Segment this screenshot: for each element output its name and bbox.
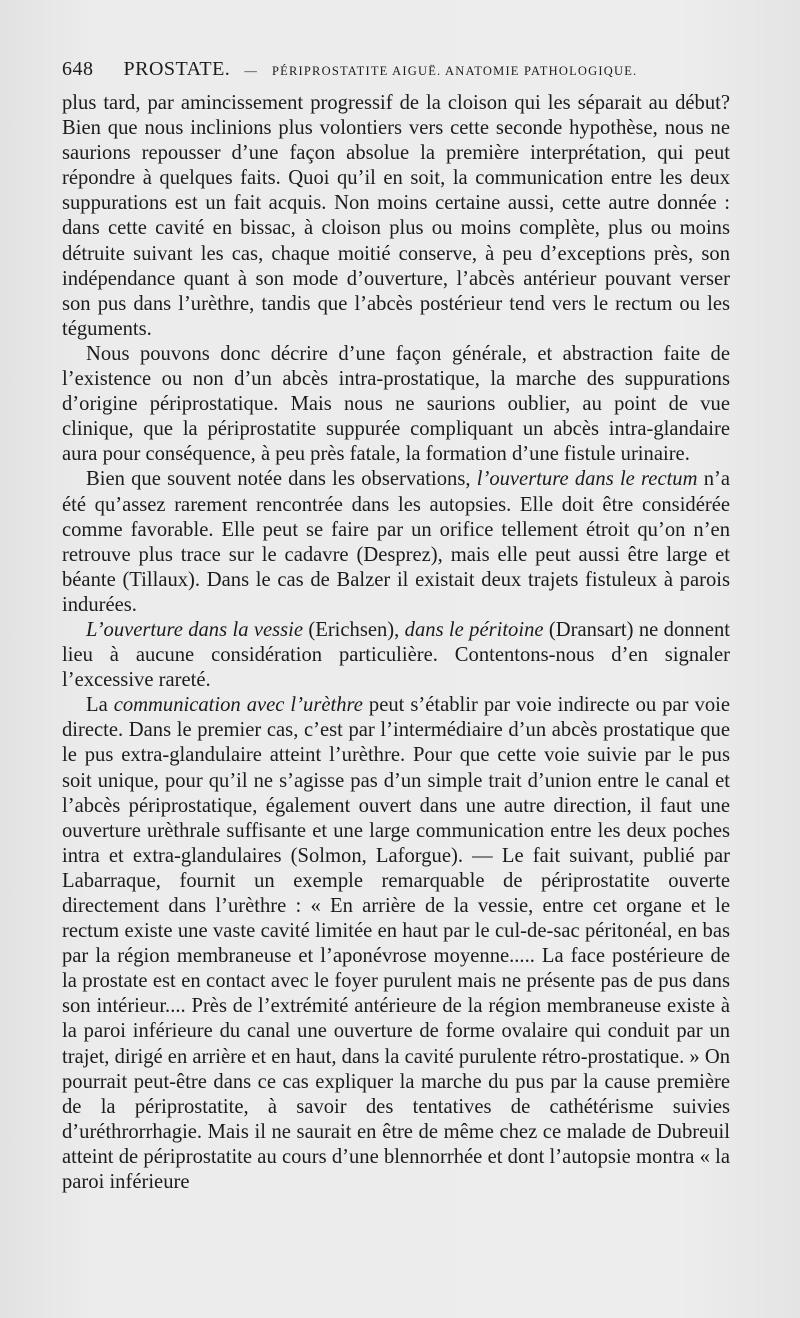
paragraph-3-text-b: n’a été qu’assez rarement rencontrée dans les autopsies. Elle doit être considérée comme favorable. Elle peut se faire par un orifice tellement étroit qu’on n’en retrouve plus trace sur le cadavre (Desprez), mais elle peut aussi être large et béante (Tillaux). Dans le cas de Balzer il existait deux trajets fistuleux à parois indurées. xyxy=(62,468,731,616)
running-header xyxy=(62,58,742,88)
page-number: 648 xyxy=(62,58,94,80)
paragraph-5-text-a: La xyxy=(86,694,114,717)
paragraph-5-italic: communication avec l’urèthre xyxy=(113,694,363,717)
paragraph-3-text-a: Bien que souvent notée dans les observations, xyxy=(86,468,477,491)
body-text xyxy=(62,91,730,1195)
paragraph-5 xyxy=(62,693,730,1195)
paragraph-2: Nous pouvons donc décrire d’une façon générale, et abstraction faite de l’existence ou non d’un abcès intra-prostatique, la marche des suppurations d’origine périprostatique. Mais nous ne saurions oublier, au point de vue clinique, que la périprostatite suppurée compliquant un abcès intra-glandaire aura pour conséquence, à peu près fatale, la formation d’une fistule urinaire. xyxy=(62,342,730,466)
paragraph-3 xyxy=(62,467,730,618)
running-title: PROSTATE. xyxy=(123,58,231,80)
paragraph-4-text-b: (Dransart) ne donnent lieu à aucune considération particulière. Contentons-nous d’en signaler l’excessive rareté. xyxy=(62,618,730,692)
paragraph-5-text-b: peut s’établir par voie indirecte ou par voie directe. Dans le premier cas, c’est par l’intermédiaire d’un abcès prostatique que le pus extra-glandulaire atteint l’urèthre. Pour que cette voie suivie par le pus soit unique, pour qu’il ne s’agisse pas d’un simple trait d’union entre le canal et l’abcès périprostatique, également ouvert dans une autre direction, il faut une ouverture urèthrale suffisante et une large communication entre les deux poches intra et extra-glandulaires (Solmon, Laforgue). — Le fait suivant, publié par Labarraque, fournit un exemple remarquable de périprostatite ouverte directement dans l’urèthre : « En arrière de la vessie, entre cet organe et le rectum existe une vaste cavité limitée en haut par le cul-de-sac péritonéal, en bas par la région membraneuse et l’aponévrose moyenne..... La face postérieure de la prostate est en contact avec le foyer purulent mais ne présente pas de pus dans son intérieur.... Près de l’extrémité antérieure de la région membraneuse existe à la paroi inférieure du canal une ouverture de forme ovalaire qui conduit par un trajet, dirigé en arrière et en haut, dans la cavité purulente rétro-prostatique. » On pourrait peut-être dans ce cas expliquer la marche du pus par la cause première de la périprostatite, à savoir des tentatives de cathétérisme suivies d’uréthrorrhagie. Mais il ne saurait en être de même chez ce malade de Dubreuil atteint de périprostatite au cours d’une blennorrhée et dont l’autopsie montra « la paroi inférieure xyxy=(62,694,731,1194)
paragraph-1: plus tard, par amincissement progressif de la cloison qui les séparait au début? Bien que nous inclinions plus volontiers vers cette seconde hypothèse, nous ne saurions repousser d’une façon absolue la première interprétation, qui peut répondre à quelques faits. Quoi qu’il en soit, la communication entre les deux suppurations est un fait acquis. Non moins certaine aussi, cette autre donnée : dans cette cavité en bissac, à cloison plus ou moins complète, plus ou moins détruite suivant les cas, chaque moitié conserve, à peu d’exceptions près, son indépendance quant à son mode d’ouverture, l’abcès antérieur pouvant verser son pus dans l’urèthre, tandis que l’abcès postérieur tend vers le rectum ou les téguments. xyxy=(62,92,730,340)
paragraph-4-text-a: (Erichsen), xyxy=(303,618,405,641)
running-subtitle: PÉRIPROSTATITE AIGUË. ANATOMIE PATHOLOGIQUE. xyxy=(272,64,638,78)
paragraph-4-italic-2: dans le péritoine xyxy=(404,618,544,641)
paragraph-4-italic-1: L’ouverture dans la vessie xyxy=(86,618,304,641)
paragraph-4 xyxy=(62,618,730,693)
running-dash: — xyxy=(244,64,259,78)
paragraph-3-italic: l’ouverture dans le rectum xyxy=(476,468,698,491)
